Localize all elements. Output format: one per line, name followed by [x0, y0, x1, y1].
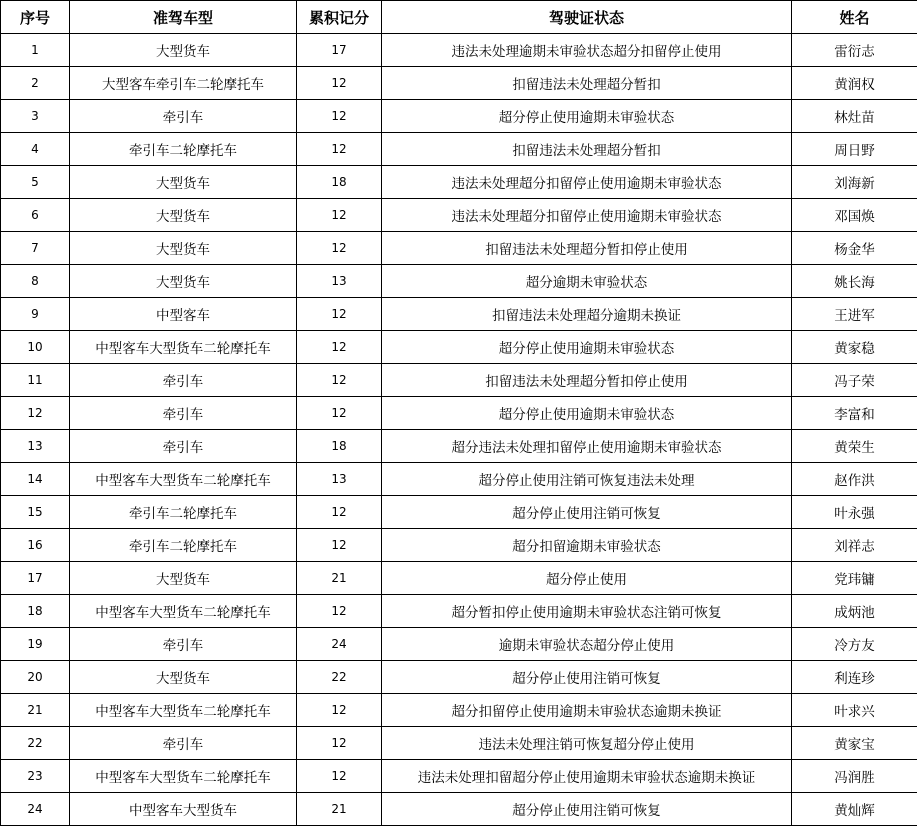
- table-row: [1, 133, 917, 166]
- header-status: 驾驶证状态: [382, 1, 792, 34]
- table-row: [1, 67, 917, 100]
- cell-vehicle-type: 中型客车大型货车: [70, 793, 297, 826]
- cell-name: 刘祥志: [792, 529, 917, 562]
- cell-points: 12: [297, 232, 382, 265]
- cell-name: 杨金华: [792, 232, 917, 265]
- cell-name: 林灶苗: [792, 100, 917, 133]
- cell-no: 20: [1, 661, 70, 694]
- cell-no: 23: [1, 760, 70, 793]
- cell-vehicle-type: 牵引车: [70, 430, 297, 463]
- cell-status: 扣留违法未处理超分暂扣: [382, 133, 792, 166]
- cell-points: 12: [297, 529, 382, 562]
- cell-name: 冯子荣: [792, 364, 917, 397]
- cell-vehicle-type: 中型客车大型货车二轮摩托车: [70, 595, 297, 628]
- cell-status: 扣留违法未处理超分暂扣停止使用: [382, 364, 792, 397]
- cell-status: 超分逾期未审验状态: [382, 265, 792, 298]
- table-row: [1, 694, 917, 727]
- table-row: [1, 430, 917, 463]
- cell-no: 18: [1, 595, 70, 628]
- cell-points: 12: [297, 760, 382, 793]
- cell-name: 王进军: [792, 298, 917, 331]
- cell-points: 12: [297, 694, 382, 727]
- cell-vehicle-type: 中型客车大型货车二轮摩托车: [70, 331, 297, 364]
- cell-points: 17: [297, 34, 382, 67]
- cell-vehicle-type: 大型货车: [70, 562, 297, 595]
- cell-points: 13: [297, 463, 382, 496]
- cell-name: 黄荣生: [792, 430, 917, 463]
- header-points: 累积记分: [297, 1, 382, 34]
- cell-status: 违法未处理扣留超分停止使用逾期未审验状态逾期未换证: [382, 760, 792, 793]
- table-row: [1, 496, 917, 529]
- table-row: [1, 34, 917, 67]
- cell-points: 12: [297, 298, 382, 331]
- cell-vehicle-type: 牵引车二轮摩托车: [70, 496, 297, 529]
- cell-points: 12: [297, 595, 382, 628]
- cell-vehicle-type: 牵引车: [70, 727, 297, 760]
- cell-name: 姚长海: [792, 265, 917, 298]
- header-no: 序号: [1, 1, 70, 34]
- table-row: [1, 562, 917, 595]
- table-row: [1, 529, 917, 562]
- cell-name: 雷衍志: [792, 34, 917, 67]
- cell-name: 党玮镛: [792, 562, 917, 595]
- cell-vehicle-type: 中型客车大型货车二轮摩托车: [70, 760, 297, 793]
- table-row: [1, 661, 917, 694]
- cell-no: 15: [1, 496, 70, 529]
- cell-vehicle-type: 大型货车: [70, 34, 297, 67]
- cell-name: 成炳池: [792, 595, 917, 628]
- cell-vehicle-type: 牵引车: [70, 628, 297, 661]
- cell-name: 黄家稳: [792, 331, 917, 364]
- cell-no: 24: [1, 793, 70, 826]
- cell-name: 冯润胜: [792, 760, 917, 793]
- cell-no: 16: [1, 529, 70, 562]
- cell-status: 违法未处理逾期未审验状态超分扣留停止使用: [382, 34, 792, 67]
- cell-points: 18: [297, 430, 382, 463]
- cell-no: 22: [1, 727, 70, 760]
- table-row: [1, 166, 917, 199]
- cell-points: 12: [297, 727, 382, 760]
- cell-name: 利连珍: [792, 661, 917, 694]
- cell-points: 13: [297, 265, 382, 298]
- cell-status: 超分停止使用注销可恢复: [382, 793, 792, 826]
- cell-status: 扣留违法未处理超分暂扣: [382, 67, 792, 100]
- cell-vehicle-type: 大型货车: [70, 166, 297, 199]
- cell-points: 12: [297, 397, 382, 430]
- cell-vehicle-type: 牵引车: [70, 364, 297, 397]
- cell-status: 逾期未审验状态超分停止使用: [382, 628, 792, 661]
- cell-vehicle-type: 中型客车大型货车二轮摩托车: [70, 463, 297, 496]
- cell-status: 超分扣留逾期未审验状态: [382, 529, 792, 562]
- table-row: [1, 265, 917, 298]
- table-row: [1, 331, 917, 364]
- cell-no: 10: [1, 331, 70, 364]
- cell-vehicle-type: 中型客车: [70, 298, 297, 331]
- cell-name: 冷方友: [792, 628, 917, 661]
- table-row: [1, 364, 917, 397]
- cell-vehicle-type: 牵引车二轮摩托车: [70, 529, 297, 562]
- table-row: [1, 232, 917, 265]
- cell-no: 14: [1, 463, 70, 496]
- cell-vehicle-type: 大型货车: [70, 199, 297, 232]
- cell-vehicle-type: 大型客车牵引车二轮摩托车: [70, 67, 297, 100]
- cell-points: 12: [297, 67, 382, 100]
- table-row: [1, 727, 917, 760]
- table-row: [1, 793, 917, 826]
- table-body: [1, 34, 917, 826]
- cell-no: 21: [1, 694, 70, 727]
- cell-no: 11: [1, 364, 70, 397]
- cell-vehicle-type: 中型客车大型货车二轮摩托车: [70, 694, 297, 727]
- cell-no: 2: [1, 67, 70, 100]
- table-row: [1, 199, 917, 232]
- cell-no: 12: [1, 397, 70, 430]
- cell-status: 超分停止使用逾期未审验状态: [382, 100, 792, 133]
- table-row: [1, 397, 917, 430]
- cell-name: 黄润权: [792, 67, 917, 100]
- cell-status: 超分违法未处理扣留停止使用逾期未审验状态: [382, 430, 792, 463]
- cell-status: 违法未处理超分扣留停止使用逾期未审验状态: [382, 166, 792, 199]
- cell-points: 12: [297, 133, 382, 166]
- cell-no: 8: [1, 265, 70, 298]
- cell-status: 超分停止使用逾期未审验状态: [382, 331, 792, 364]
- cell-name: 黄灿辉: [792, 793, 917, 826]
- cell-points: 12: [297, 364, 382, 397]
- cell-name: 邓国焕: [792, 199, 917, 232]
- cell-no: 9: [1, 298, 70, 331]
- cell-points: 12: [297, 100, 382, 133]
- cell-status: 违法未处理注销可恢复超分停止使用: [382, 727, 792, 760]
- cell-status: 超分停止使用逾期未审验状态: [382, 397, 792, 430]
- cell-vehicle-type: 大型货车: [70, 232, 297, 265]
- cell-points: 21: [297, 562, 382, 595]
- cell-status: 超分暂扣停止使用逾期未审验状态注销可恢复: [382, 595, 792, 628]
- cell-vehicle-type: 牵引车二轮摩托车: [70, 133, 297, 166]
- cell-status: 超分停止使用注销可恢复违法未处理: [382, 463, 792, 496]
- cell-no: 1: [1, 34, 70, 67]
- cell-name: 李富和: [792, 397, 917, 430]
- cell-status: 超分停止使用: [382, 562, 792, 595]
- cell-no: 4: [1, 133, 70, 166]
- cell-status: 超分停止使用注销可恢复: [382, 661, 792, 694]
- cell-status: 超分停止使用注销可恢复: [382, 496, 792, 529]
- cell-points: 22: [297, 661, 382, 694]
- cell-status: 超分扣留停止使用逾期未审验状态逾期未换证: [382, 694, 792, 727]
- cell-status: 违法未处理超分扣留停止使用逾期未审验状态: [382, 199, 792, 232]
- cell-vehicle-type: 牵引车: [70, 100, 297, 133]
- table-row: [1, 100, 917, 133]
- cell-points: 21: [297, 793, 382, 826]
- cell-name: 叶求兴: [792, 694, 917, 727]
- cell-vehicle-type: 牵引车: [70, 397, 297, 430]
- cell-name: 刘海新: [792, 166, 917, 199]
- table-row: [1, 463, 917, 496]
- cell-name: 黄家宝: [792, 727, 917, 760]
- cell-points: 12: [297, 331, 382, 364]
- cell-vehicle-type: 大型货车: [70, 661, 297, 694]
- cell-points: 12: [297, 496, 382, 529]
- cell-points: 24: [297, 628, 382, 661]
- cell-status: 扣留违法未处理超分逾期未换证: [382, 298, 792, 331]
- cell-name: 周日野: [792, 133, 917, 166]
- cell-no: 19: [1, 628, 70, 661]
- cell-status: 扣留违法未处理超分暂扣停止使用: [382, 232, 792, 265]
- cell-no: 6: [1, 199, 70, 232]
- cell-name: 叶永强: [792, 496, 917, 529]
- table-row: [1, 760, 917, 793]
- cell-no: 13: [1, 430, 70, 463]
- table-row: [1, 628, 917, 661]
- cell-no: 3: [1, 100, 70, 133]
- cell-vehicle-type: 大型货车: [70, 265, 297, 298]
- cell-no: 5: [1, 166, 70, 199]
- header-vehicle-type: 准驾车型: [70, 1, 297, 34]
- cell-no: 17: [1, 562, 70, 595]
- table-row: [1, 298, 917, 331]
- table-header-row: [1, 1, 917, 34]
- cell-points: 12: [297, 199, 382, 232]
- table-row: [1, 595, 917, 628]
- cell-points: 18: [297, 166, 382, 199]
- header-name: 姓名: [792, 1, 917, 34]
- cell-name: 赵作洪: [792, 463, 917, 496]
- cell-no: 7: [1, 232, 70, 265]
